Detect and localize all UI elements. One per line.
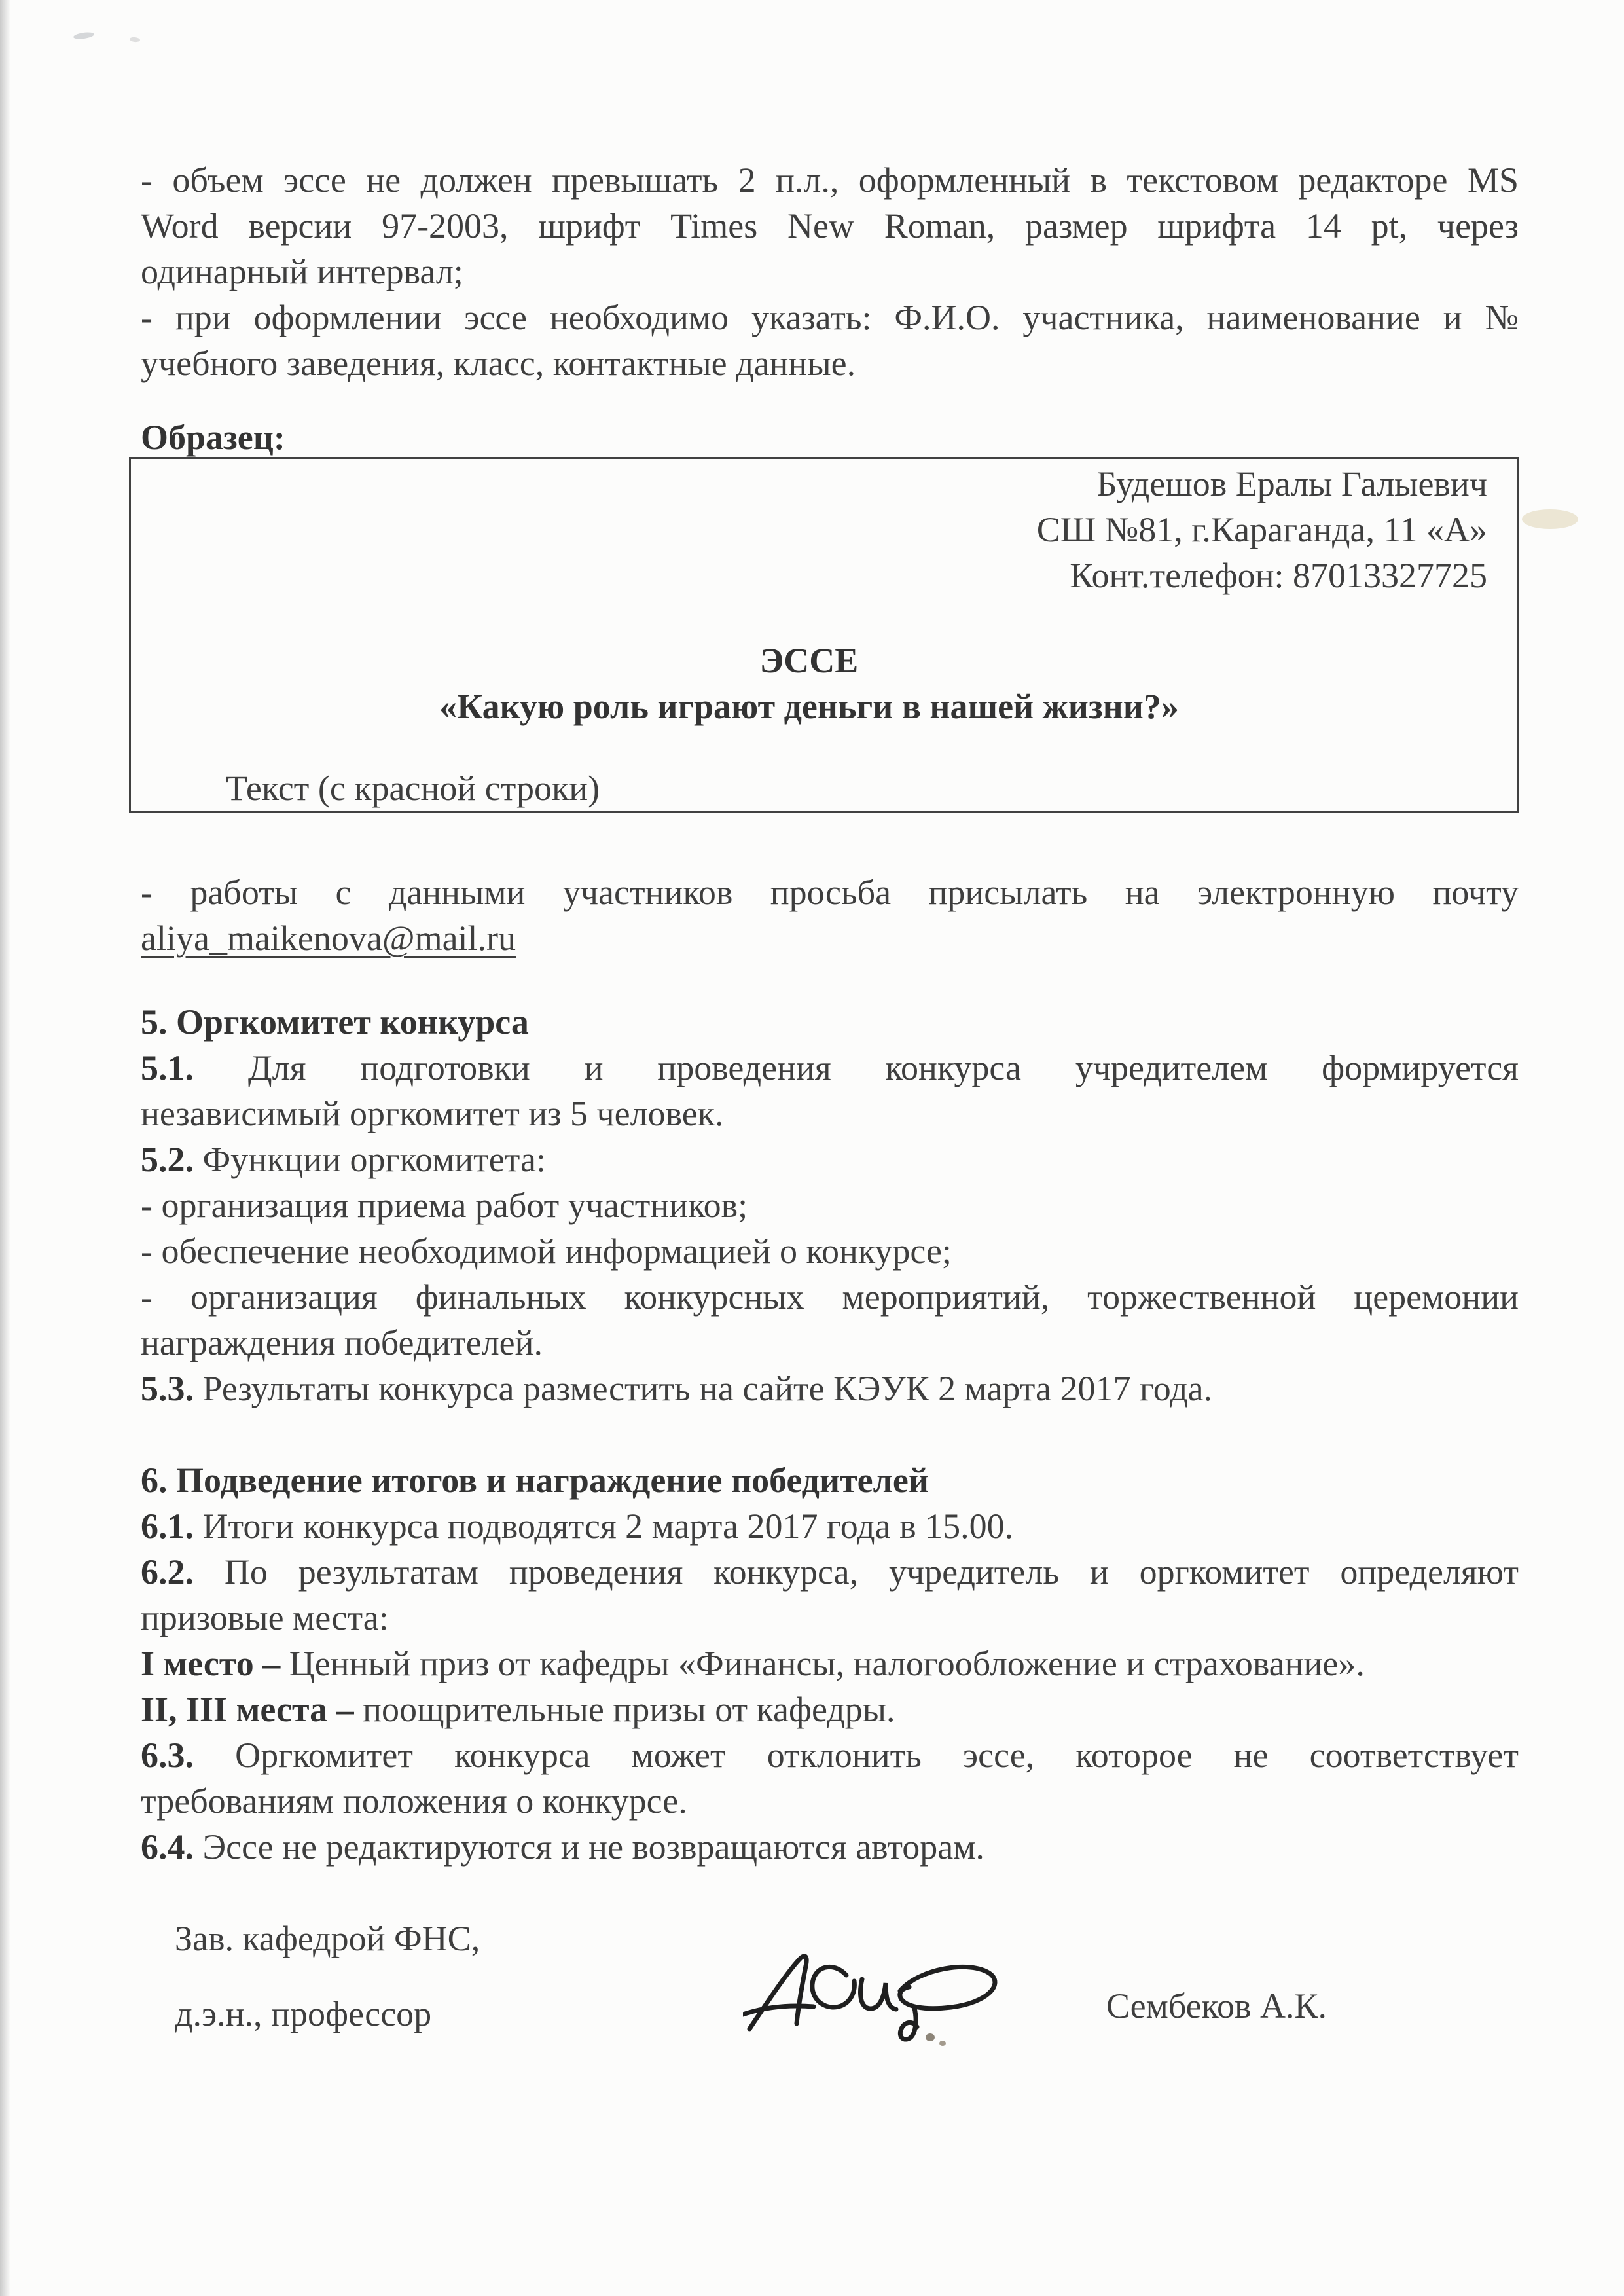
- requirements-line-1: - объем эссе не должен превышать 2 п.л., оформленный в текстовом редакторе MS: [141, 160, 1519, 200]
- clause-5-2-item-3-line-2: награждения победителей.: [141, 1323, 543, 1362]
- clause-number: 5.2.: [141, 1140, 194, 1179]
- requirements-line-3: одинарный интервал;: [141, 252, 463, 291]
- clause-5-3: [141, 1366, 1519, 1412]
- email-address: aliya_maikenova@mail.ru: [141, 919, 516, 958]
- clause-text: Результаты конкурса разместить на сайте КЭУК 2 марта 2017 года.: [194, 1369, 1213, 1408]
- clause-6-2-line-2: призовые места:: [141, 1598, 389, 1637]
- clause-text: Для подготовки и проведения конкурса учредителем формируется: [194, 1048, 1519, 1087]
- signature-stroke: [861, 1979, 896, 2009]
- scan-edge-shadow: [0, 0, 10, 2296]
- sample-box: [129, 457, 1519, 813]
- signature-stroke: [900, 1967, 995, 2008]
- clause-5-1-line-1: [141, 1045, 1519, 1091]
- clause-number: 6.3.: [141, 1736, 194, 1775]
- signature-stroke: [812, 1967, 854, 2007]
- signer-role-line-1: Зав. кафедрой ФНС,: [175, 1919, 480, 1958]
- prize-place-2-3: [141, 1686, 1519, 1732]
- section5-heading: 5. Оргкомитет конкурса: [141, 1002, 529, 1042]
- requirements-line-5: учебного заведения, класс, контактные данные.: [141, 344, 856, 383]
- handwritten-signature: [743, 1950, 1005, 2055]
- clause-text: Эссе не редактируются и не возвращаются авторам.: [194, 1827, 984, 1867]
- clause-number: 5.1.: [141, 1048, 194, 1087]
- sample-box-spacer: [131, 598, 1487, 638]
- clause-5-2-item-3-line-1: - организация финальных конкурсных мероприятий, торжественной церемонии: [141, 1277, 1519, 1317]
- scan-artifact: [1522, 509, 1578, 529]
- clause-number: 5.3.: [141, 1369, 194, 1408]
- prize-place-1: [141, 1641, 1519, 1686]
- clause-6-3-line-1: [141, 1732, 1519, 1778]
- signature-ink-dot: [926, 2033, 935, 2041]
- sample-essay-topic: «Какую роль играют деньги в нашей жизни?»: [439, 687, 1179, 726]
- clause-6-4: [141, 1824, 1519, 1870]
- clause-text: Итоги конкурса подводятся 2 марта 2017 года в 15.00.: [194, 1506, 1014, 1546]
- requirements-line-4: - при оформлении эссе необходимо указать: Ф.И.О. участника, наименование и №: [141, 298, 1519, 337]
- email-note-line: - работы с данными участников просьба присылать на электронную почту: [141, 873, 1519, 912]
- sample-body-hint: Текст (с красной строки): [226, 769, 600, 808]
- prize-place-label: II, III места –: [141, 1690, 354, 1729]
- sample-school-line: СШ №81, г.Караганда, 11 «А»: [1036, 510, 1487, 549]
- signer-name: Сембеков А.К.: [1106, 1986, 1327, 2026]
- sample-phone-line: Конт.телефон: 87013327725: [1070, 556, 1487, 595]
- clause-5-1-line-2: независимый оргкомитет из 5 человек.: [141, 1094, 724, 1133]
- sample-label: Образец:: [141, 418, 285, 457]
- signature-stroke: [900, 2008, 917, 2039]
- clause-5-2-item-1: - организация приема работ участников;: [141, 1186, 748, 1225]
- requirements-line-2: Word версии 97-2003, шрифт Times New Roman, размер шрифта 14 pt, через: [141, 206, 1519, 246]
- clause-text: По результатам проведения конкурса, учредитель и оргкомитет определяют: [194, 1552, 1519, 1592]
- clause-number: 6.4.: [141, 1827, 194, 1867]
- clause-5-2: [141, 1137, 1519, 1182]
- prize-place-label: I место –: [141, 1644, 281, 1683]
- clause-6-2-line-1: [141, 1549, 1519, 1595]
- clause-6-3-line-2: требованиям положения о конкурсе.: [141, 1781, 687, 1821]
- clause-text: Функции оргкомитета:: [194, 1140, 546, 1179]
- sample-box-spacer: [131, 729, 1487, 765]
- signature-row: [141, 1986, 1519, 2037]
- email-line: [141, 915, 1519, 961]
- signature-ink-dot: [939, 2041, 946, 2046]
- section6-heading: 6. Подведение итогов и награждение победителей: [141, 1461, 929, 1500]
- prize-text: поощрительные призы от кафедры.: [353, 1690, 895, 1729]
- signature-strokes: [743, 1956, 995, 2039]
- clause-6-1: [141, 1503, 1519, 1549]
- signature-stroke: [743, 2006, 814, 2014]
- prize-text: Ценный приз от кафедры «Финансы, налогообложение и страхование».: [280, 1644, 1365, 1683]
- clause-number: 6.2.: [141, 1552, 194, 1592]
- clause-number: 6.1.: [141, 1506, 194, 1546]
- signature-stroke: [749, 1956, 806, 2029]
- sample-author-name: Будешов Ералы Галыевич: [1096, 464, 1487, 503]
- clause-text: Оргкомитет конкурса может отклонить эссе, которое не соответствует: [194, 1736, 1519, 1775]
- sample-essay-title: ЭССЕ: [759, 641, 859, 680]
- clause-5-2-item-2: - обеспечение необходимой информацией о конкурсе;: [141, 1231, 952, 1271]
- signer-role-line-2: д.э.н., профессор: [175, 1994, 432, 2033]
